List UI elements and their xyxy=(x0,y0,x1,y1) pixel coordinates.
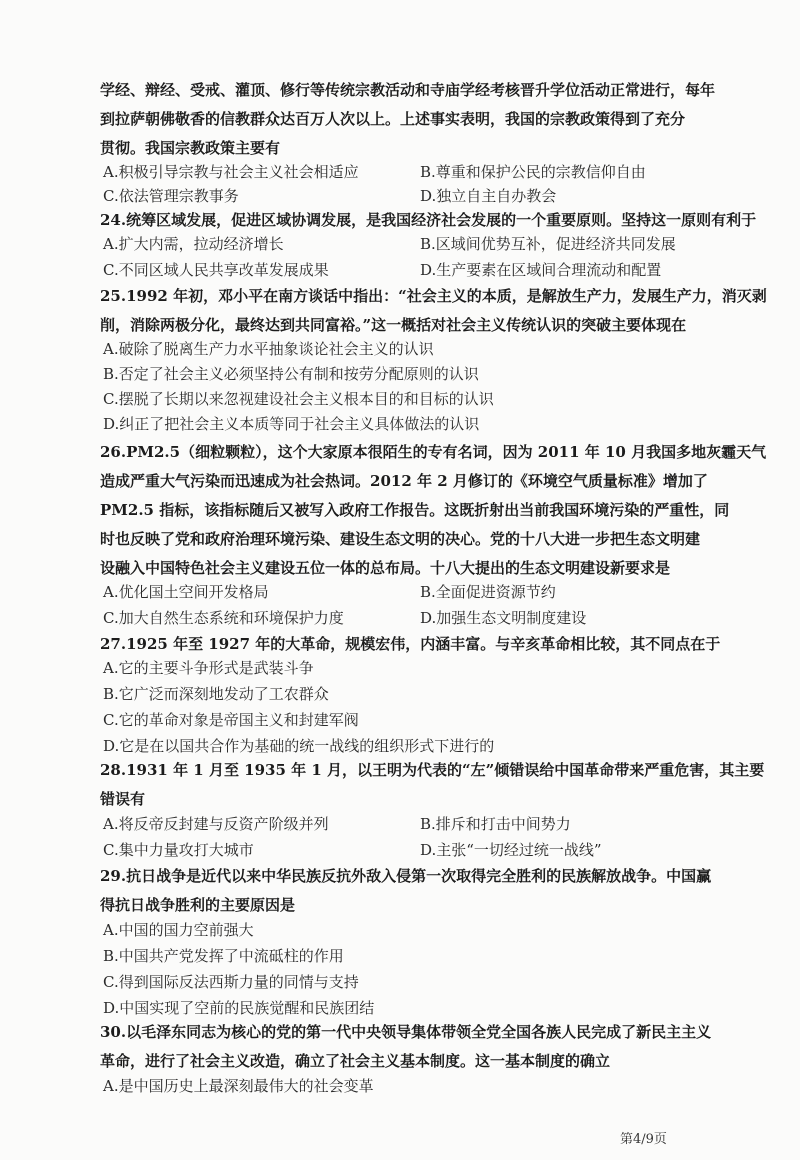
option-c: C.它的革命对象是帝国主义和封建军阀 xyxy=(103,711,359,729)
option-b: B.它广泛而深刻地发动了工农群众 xyxy=(103,685,329,703)
option-a: A.优化国土空间开发格局 xyxy=(103,583,269,601)
question-stem-line: 学经、辩经、受戒、灌顶、修行等传统宗教活动和寺庙学经考核晋升学位活动正常进行，每年 xyxy=(100,81,716,99)
question-stem-line: 造成严重大气污染而迅速成为社会热词。2012 年 2 月修订的《环境空气质量标准》增加了 xyxy=(100,472,708,490)
question-stem-line: 贯彻。我国宗教政策主要有 xyxy=(100,139,281,157)
option-b: B.区域间优势互补，促进经济共同发展 xyxy=(420,235,676,253)
option-b: B.全面促进资源节约 xyxy=(420,583,556,601)
question-stem-line: 24.统筹区域发展，促进区域协调发展，是我国经济社会发展的一个重要原则。坚持这一原则有利于 xyxy=(100,211,757,229)
option-d: D.中国实现了空前的民族觉醒和民族团结 xyxy=(103,999,375,1017)
option-b: B.否定了社会主义必须坚持公有制和按劳分配原则的认识 xyxy=(103,365,479,383)
option-d: D.主张“一切经过统一战线” xyxy=(420,841,602,859)
option-a: A.中国的国力空前强大 xyxy=(103,921,254,939)
option-a: A.它的主要斗争形式是武装斗争 xyxy=(103,659,314,677)
option-d: D.独立自主自办教会 xyxy=(420,187,557,205)
question-stem-line: 设融入中国特色社会主义建设五位一体的总布局。十八大提出的生态文明建设新要求是 xyxy=(100,559,671,577)
option-c: C.集中力量攻打大城市 xyxy=(103,841,254,859)
question-stem-line: 26.PM2.5（细粒颗粒），这个大家原本很陌生的专有名词，因为 2011 年 10 月我国多地灰霾天气 xyxy=(100,443,767,461)
question-stem-line: 29.抗日战争是近代以来中华民族反抗外敌入侵第一次取得完全胜利的民族解放战争。中国赢 xyxy=(100,867,712,885)
option-b: B.中国共产党发挥了中流砥柱的作用 xyxy=(103,947,344,965)
question-stem-line: 错误有 xyxy=(100,790,146,808)
option-d: D.生产要素在区域间合理流动和配置 xyxy=(420,261,662,279)
question-stem-line: 削，消除两极分化，最终达到共同富裕。”这一概括对社会主义传统认识的突破主要体现在 xyxy=(100,316,687,334)
option-a: A.破除了脱离生产力水平抽象谈论社会主义的认识 xyxy=(103,340,434,358)
question-stem-line: 25.1992 年初，邓小平在南方谈话中指出：“社会主义的本质，是解放生产力，发展生产力，消灭剥 xyxy=(100,287,767,305)
question-stem-line: PM2.5 指标，该指标随后又被写入政府工作报告。这既折射出当前我国环境污染的严重性，同 xyxy=(100,501,730,519)
option-b: B.尊重和保护公民的宗教信仰自由 xyxy=(420,163,646,181)
option-d: D.加强生态文明制度建设 xyxy=(420,609,587,627)
question-stem-line: 革命，进行了社会主义改造，确立了社会主义基本制度。这一基本制度的确立 xyxy=(100,1052,611,1070)
page-number: 第4/9页 xyxy=(620,1132,667,1147)
option-a: A.将反帝反封建与反资产阶级并列 xyxy=(103,815,329,833)
option-a: A.扩大内需，拉动经济增长 xyxy=(103,235,284,253)
option-c: C.依法管理宗教事务 xyxy=(103,187,239,205)
question-stem-line: 30.以毛泽东同志为核心的党的第一代中央领导集体带领全党全国各族人民完成了新民主主义 xyxy=(100,1023,712,1041)
option-a: A.积极引导宗教与社会主义社会相适应 xyxy=(103,163,359,181)
question-stem-line: 28.1931 年 1 月至 1935 年 1 月，以王明为代表的“左”倾错误给中国革命带来严重危害，其主要 xyxy=(100,761,765,779)
option-c: C.得到国际反法西斯力量的同情与支持 xyxy=(103,973,359,991)
question-stem-line: 27.1925 年至 1927 年的大革命，规模宏伟，内涵丰富。与辛亥革命相比较，其不同点在于 xyxy=(100,635,721,653)
option-b: B.排斥和打击中间势力 xyxy=(420,815,571,833)
option-a: A.是中国历史上最深刻最伟大的社会变革 xyxy=(103,1077,374,1095)
option-d: D.纠正了把社会主义本质等同于社会主义具体做法的认识 xyxy=(103,415,480,433)
option-c: C.不同区域人民共享改革发展成果 xyxy=(103,261,329,279)
question-stem-line: 时也反映了党和政府治理环境污染、建设生态文明的决心。党的十八大进一步把生态文明建 xyxy=(100,530,701,548)
question-stem-line: 得抗日战争胜利的主要原因是 xyxy=(100,896,296,914)
question-stem-line: 到拉萨朝佛敬香的信教群众达百万人次以上。上述事实表明，我国的宗教政策得到了充分 xyxy=(100,110,686,128)
option-c: C.摆脱了长期以来忽视建设社会主义根本目的和目标的认识 xyxy=(103,390,494,408)
option-d: D.它是在以国共合作为基础的统一战线的组织形式下进行的 xyxy=(103,737,495,755)
option-c: C.加大自然生态系统和环境保护力度 xyxy=(103,609,344,627)
